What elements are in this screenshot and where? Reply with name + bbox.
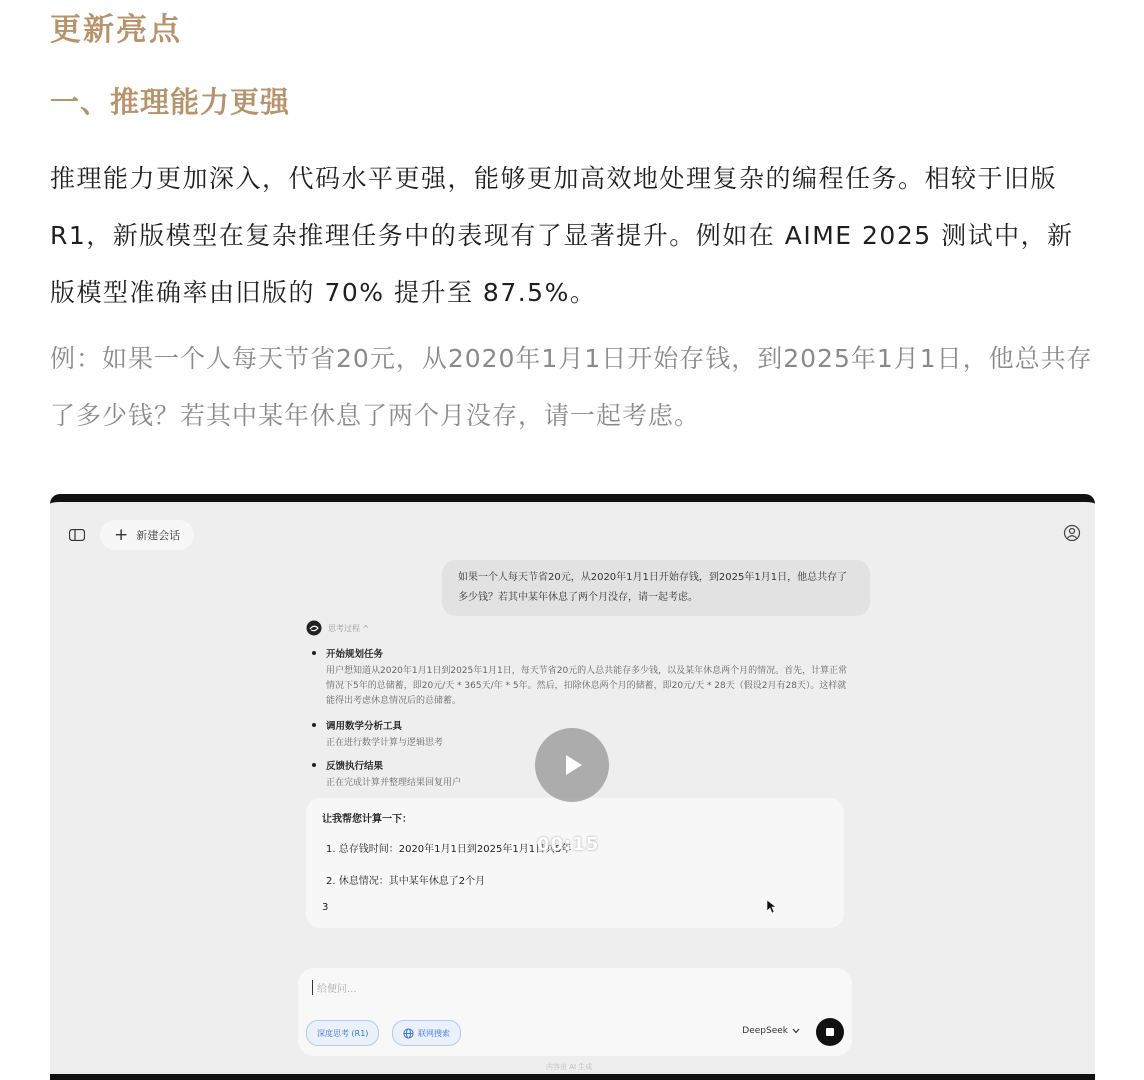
chevron-down-icon (792, 1028, 800, 1034)
answer-item: 3 (322, 902, 329, 913)
chat-input[interactable]: 给便问... (312, 980, 357, 995)
play-button[interactable] (535, 728, 609, 802)
sidebar-toggle-icon[interactable] (66, 524, 88, 546)
article-paragraph: 推理能力更加深入，代码水平更强，能够更加高效地处理复杂的编程任务。相较于旧版 R1，新版模型在复杂推理任务中的表现有了显著提升。例如在 AIME 2025 测试中，新版模型准确率由旧版的 70% 提升至 87.5%。 (50, 164, 1074, 307)
task-title: 开始规划任务 (326, 649, 384, 660)
web-search-button[interactable] (392, 1020, 461, 1046)
article-heading: 更新亮点 (50, 12, 182, 48)
web-search-label: 联网搜索 (418, 1028, 450, 1038)
play-icon (557, 750, 587, 780)
task-item (312, 646, 852, 709)
thinking-label: 思考过程 ^ (328, 623, 370, 633)
bullet-icon (312, 651, 316, 655)
chat-input-area[interactable] (298, 968, 852, 1056)
video-bottom-bar (50, 1074, 1095, 1080)
answer-intro: 让我帮您计算一下： (322, 814, 412, 825)
video-timer: 00:15 (537, 834, 600, 855)
bullet-icon (312, 723, 316, 727)
stop-icon (826, 1028, 834, 1036)
profile-icon[interactable] (1063, 524, 1081, 542)
new-chat-label: 新建会话 (136, 529, 181, 542)
model-name: DeepSeek (742, 1026, 788, 1036)
thinking-header[interactable] (306, 620, 369, 636)
globe-icon (403, 1028, 414, 1039)
answer-card (306, 798, 844, 928)
plus-icon: + (114, 525, 129, 545)
task-description: 正在进行数学计算与逻辑思考 (326, 738, 444, 748)
model-selector[interactable] (742, 1026, 800, 1036)
video-player[interactable] (50, 494, 1095, 1080)
app-toolbar (66, 520, 194, 550)
task-description: 用户想知道从2020年1月1日到2025年1月1日，每天节省20元的人总共能存多少钱，以及某年休息两个月的情况。首先，计算正常情况下5年的总储蓄，即20元/天 * 365天/年 * 5年。然后，扣除休息两个月的储蓄，即20元/天 * 28天（假设2月有28天）。这样就能得出考虑休息情况后的总储蓄。 (326, 666, 848, 706)
mouse-cursor-icon (767, 900, 777, 914)
user-message-bubble: 如果一个人每天节省20元，从2020年1月1日开始存钱，到2025年1月1日，他总共存了多少钱？若其中某年休息了两个月没存，请一起考虑。 (442, 560, 870, 616)
bullet-icon (312, 763, 316, 767)
deepseek-logo-icon (306, 620, 322, 636)
answer-item: 2. 休息情况：其中某年休息了2个月 (326, 876, 486, 887)
article-subheading: 一、推理能力更强 (50, 85, 291, 119)
ai-disclaimer: 内容由 AI 生成 (546, 1063, 593, 1071)
deep-think-button[interactable] (306, 1020, 379, 1046)
new-chat-button[interactable] (100, 520, 194, 550)
stop-button[interactable] (816, 1018, 844, 1046)
answer-item: 1. 总存钱时间：2020年1月1日到2025年1月1日共5年 (326, 844, 572, 855)
article-example: 例：如果一个人每天节省20元，从2020年1月1日开始存钱，到2025年1月1日，他总共存了多少钱？若其中某年休息了两个月没存，请一起考虑。 (50, 344, 1093, 430)
deep-think-label: 深度思考 (R1) (317, 1028, 369, 1038)
task-description: 正在完成计算并整理结果回复用户 (326, 778, 462, 788)
task-title: 反馈执行结果 (326, 761, 384, 772)
task-title: 调用数学分析工具 (326, 721, 403, 732)
